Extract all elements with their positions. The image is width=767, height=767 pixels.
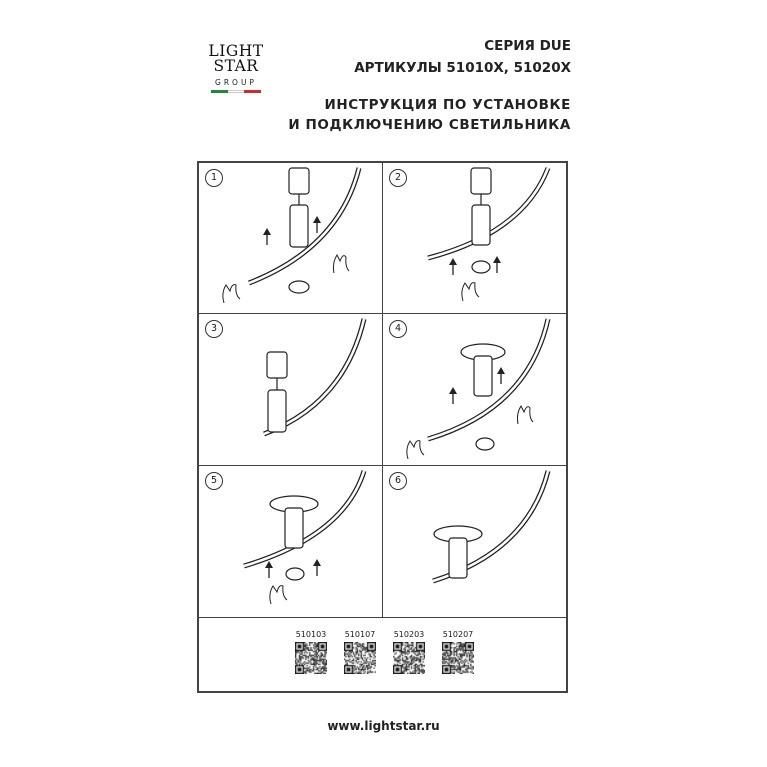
instruction-title-line1: ИНСТРУКЦИЯ ПО УСТАНОВКЕ <box>324 97 571 113</box>
step-5-illustration <box>199 466 384 619</box>
step-number-3: 3 <box>205 320 223 338</box>
instruction-grid <box>197 161 568 693</box>
step-1-illustration <box>199 163 384 315</box>
qr-code-2[interactable] <box>344 630 376 678</box>
step-6-illustration <box>383 466 568 619</box>
step-4-illustration <box>383 314 568 467</box>
qr-code-image <box>344 642 376 674</box>
logo-line-light: LIGHT <box>208 42 264 60</box>
qr-code-label: 510207 <box>442 630 474 639</box>
italian-flag-stripe <box>211 90 261 93</box>
step-panel-2 <box>382 162 567 314</box>
qr-code-label: 510203 <box>393 630 425 639</box>
qr-codes-panel <box>198 617 567 692</box>
lightstar-logo <box>206 44 266 118</box>
qr-code-image <box>442 642 474 674</box>
step-number-6: 6 <box>389 472 407 490</box>
step-number-2: 2 <box>389 169 407 187</box>
qr-code-4[interactable] <box>442 630 474 678</box>
series-title: СЕРИЯ DUE <box>484 38 571 54</box>
website-link[interactable]: www.lightstar.ru <box>327 719 440 733</box>
qr-code-1[interactable] <box>295 630 327 678</box>
step-panel-5 <box>198 465 383 618</box>
step-panel-4 <box>382 313 567 466</box>
qr-code-3[interactable] <box>393 630 425 678</box>
step-3-illustration <box>199 314 384 467</box>
step-number-1: 1 <box>205 169 223 187</box>
logo-line-star: STAR <box>213 57 259 75</box>
qr-code-image <box>393 642 425 674</box>
step-panel-1 <box>198 162 383 314</box>
step-number-4: 4 <box>389 320 407 338</box>
qr-code-image <box>295 642 327 674</box>
qr-code-label: 510103 <box>295 630 327 639</box>
instruction-title-line2: И ПОДКЛЮЧЕНИЮ СВЕТИЛЬНИКА <box>288 117 571 133</box>
step-panel-3 <box>198 313 383 466</box>
articles-title: АРТИКУЛЫ 51010X, 51020X <box>354 60 571 76</box>
step-number-5: 5 <box>205 472 223 490</box>
step-2-illustration <box>383 163 568 315</box>
step-panel-6 <box>382 465 567 618</box>
logo-line-group: GROUP <box>215 78 257 87</box>
qr-code-label: 510107 <box>344 630 376 639</box>
